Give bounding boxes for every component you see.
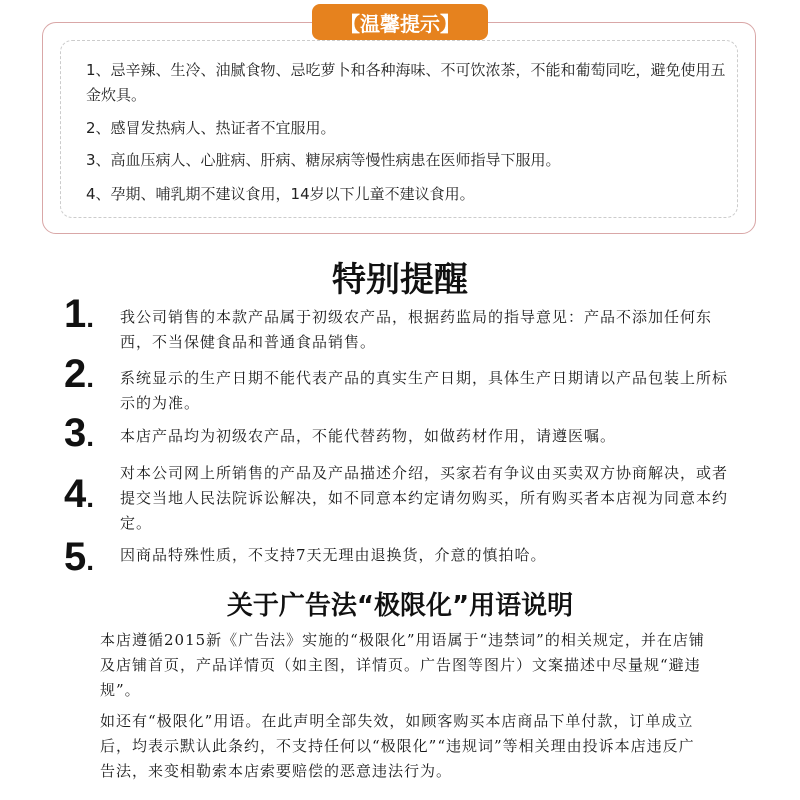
tip-item-4: 4、孕期、哺乳期不建议食用，14岁以下儿童不建议食用。 — [86, 185, 475, 203]
tip-item-2: 2、感冒发热病人、热证者不宜服用。 — [86, 119, 336, 137]
reminder-number-1: 1. — [64, 292, 95, 336]
tip-item-3: 3、高血压病人、心脏病、肝病、糖尿病等慢性病患在医师指导下服用。 — [86, 151, 561, 169]
reminder-number-4: 4. — [64, 472, 95, 516]
ad-law-paragraph-1: 本店遵循2015新《广告法》实施的“极限化”用语属于“违禁词”的相关规定，并在店铺及店铺首页，产品详情页（如主图，详情页。广告图等图片）文案描述中尽量规“避违规”。 — [100, 631, 705, 699]
warm-tips-badge: 【温馨提示】 — [312, 4, 488, 40]
special-reminder-title: 特别提醒 — [332, 260, 468, 300]
reminder-text-1: 我公司销售的本款产品属于初级农产品，根据药监局的指导意见：产品不添加任何东西，不当保健食品和普通食品销售。 — [120, 308, 713, 351]
reminder-text-5: 因商品特殊性质，不支持7天无理由退换货，介意的慎拍哈。 — [120, 546, 547, 564]
reminder-text-2: 系统显示的生产日期不能代表产品的真实生产日期，具体生产日期请以产品包装上所标示的为准。 — [120, 369, 729, 412]
ad-law-title: 关于广告法“极限化”用语说明 — [226, 591, 574, 621]
reminder-number-5: 5. — [64, 535, 95, 579]
tip-item-1: 1、忌辛辣、生冷、油腻食物、忌吃萝卜和各种海味、不可饮浓茶，不能和葡萄同吃，避免使用五金炊具。 — [86, 61, 726, 104]
reminder-number-3: 3. — [64, 411, 95, 455]
reminder-text-3: 本店产品均为初级农产品，不能代替药物，如做药材作用，请遵医嘱。 — [120, 427, 617, 445]
reminder-number-2: 2. — [64, 352, 95, 396]
reminder-text-4: 对本公司网上所销售的产品及产品描述介绍，买家若有争议由买卖双方协商解决，或者提交当地人民法院诉讼解决，如不同意本约定请勿购买，所有购买者本店视为同意本约定。 — [120, 464, 729, 532]
ad-law-paragraph-2: 如还有“极限化”用语。在此声明全部失效，如顾客购买本店商品下单付款，订单成立后，均表示默认此条约，不支持任何以“极限化”“违规词”等相关理由投诉本店违反广告法，来变相勒索本店索要赔偿的恶意违法行为。 — [100, 712, 695, 780]
